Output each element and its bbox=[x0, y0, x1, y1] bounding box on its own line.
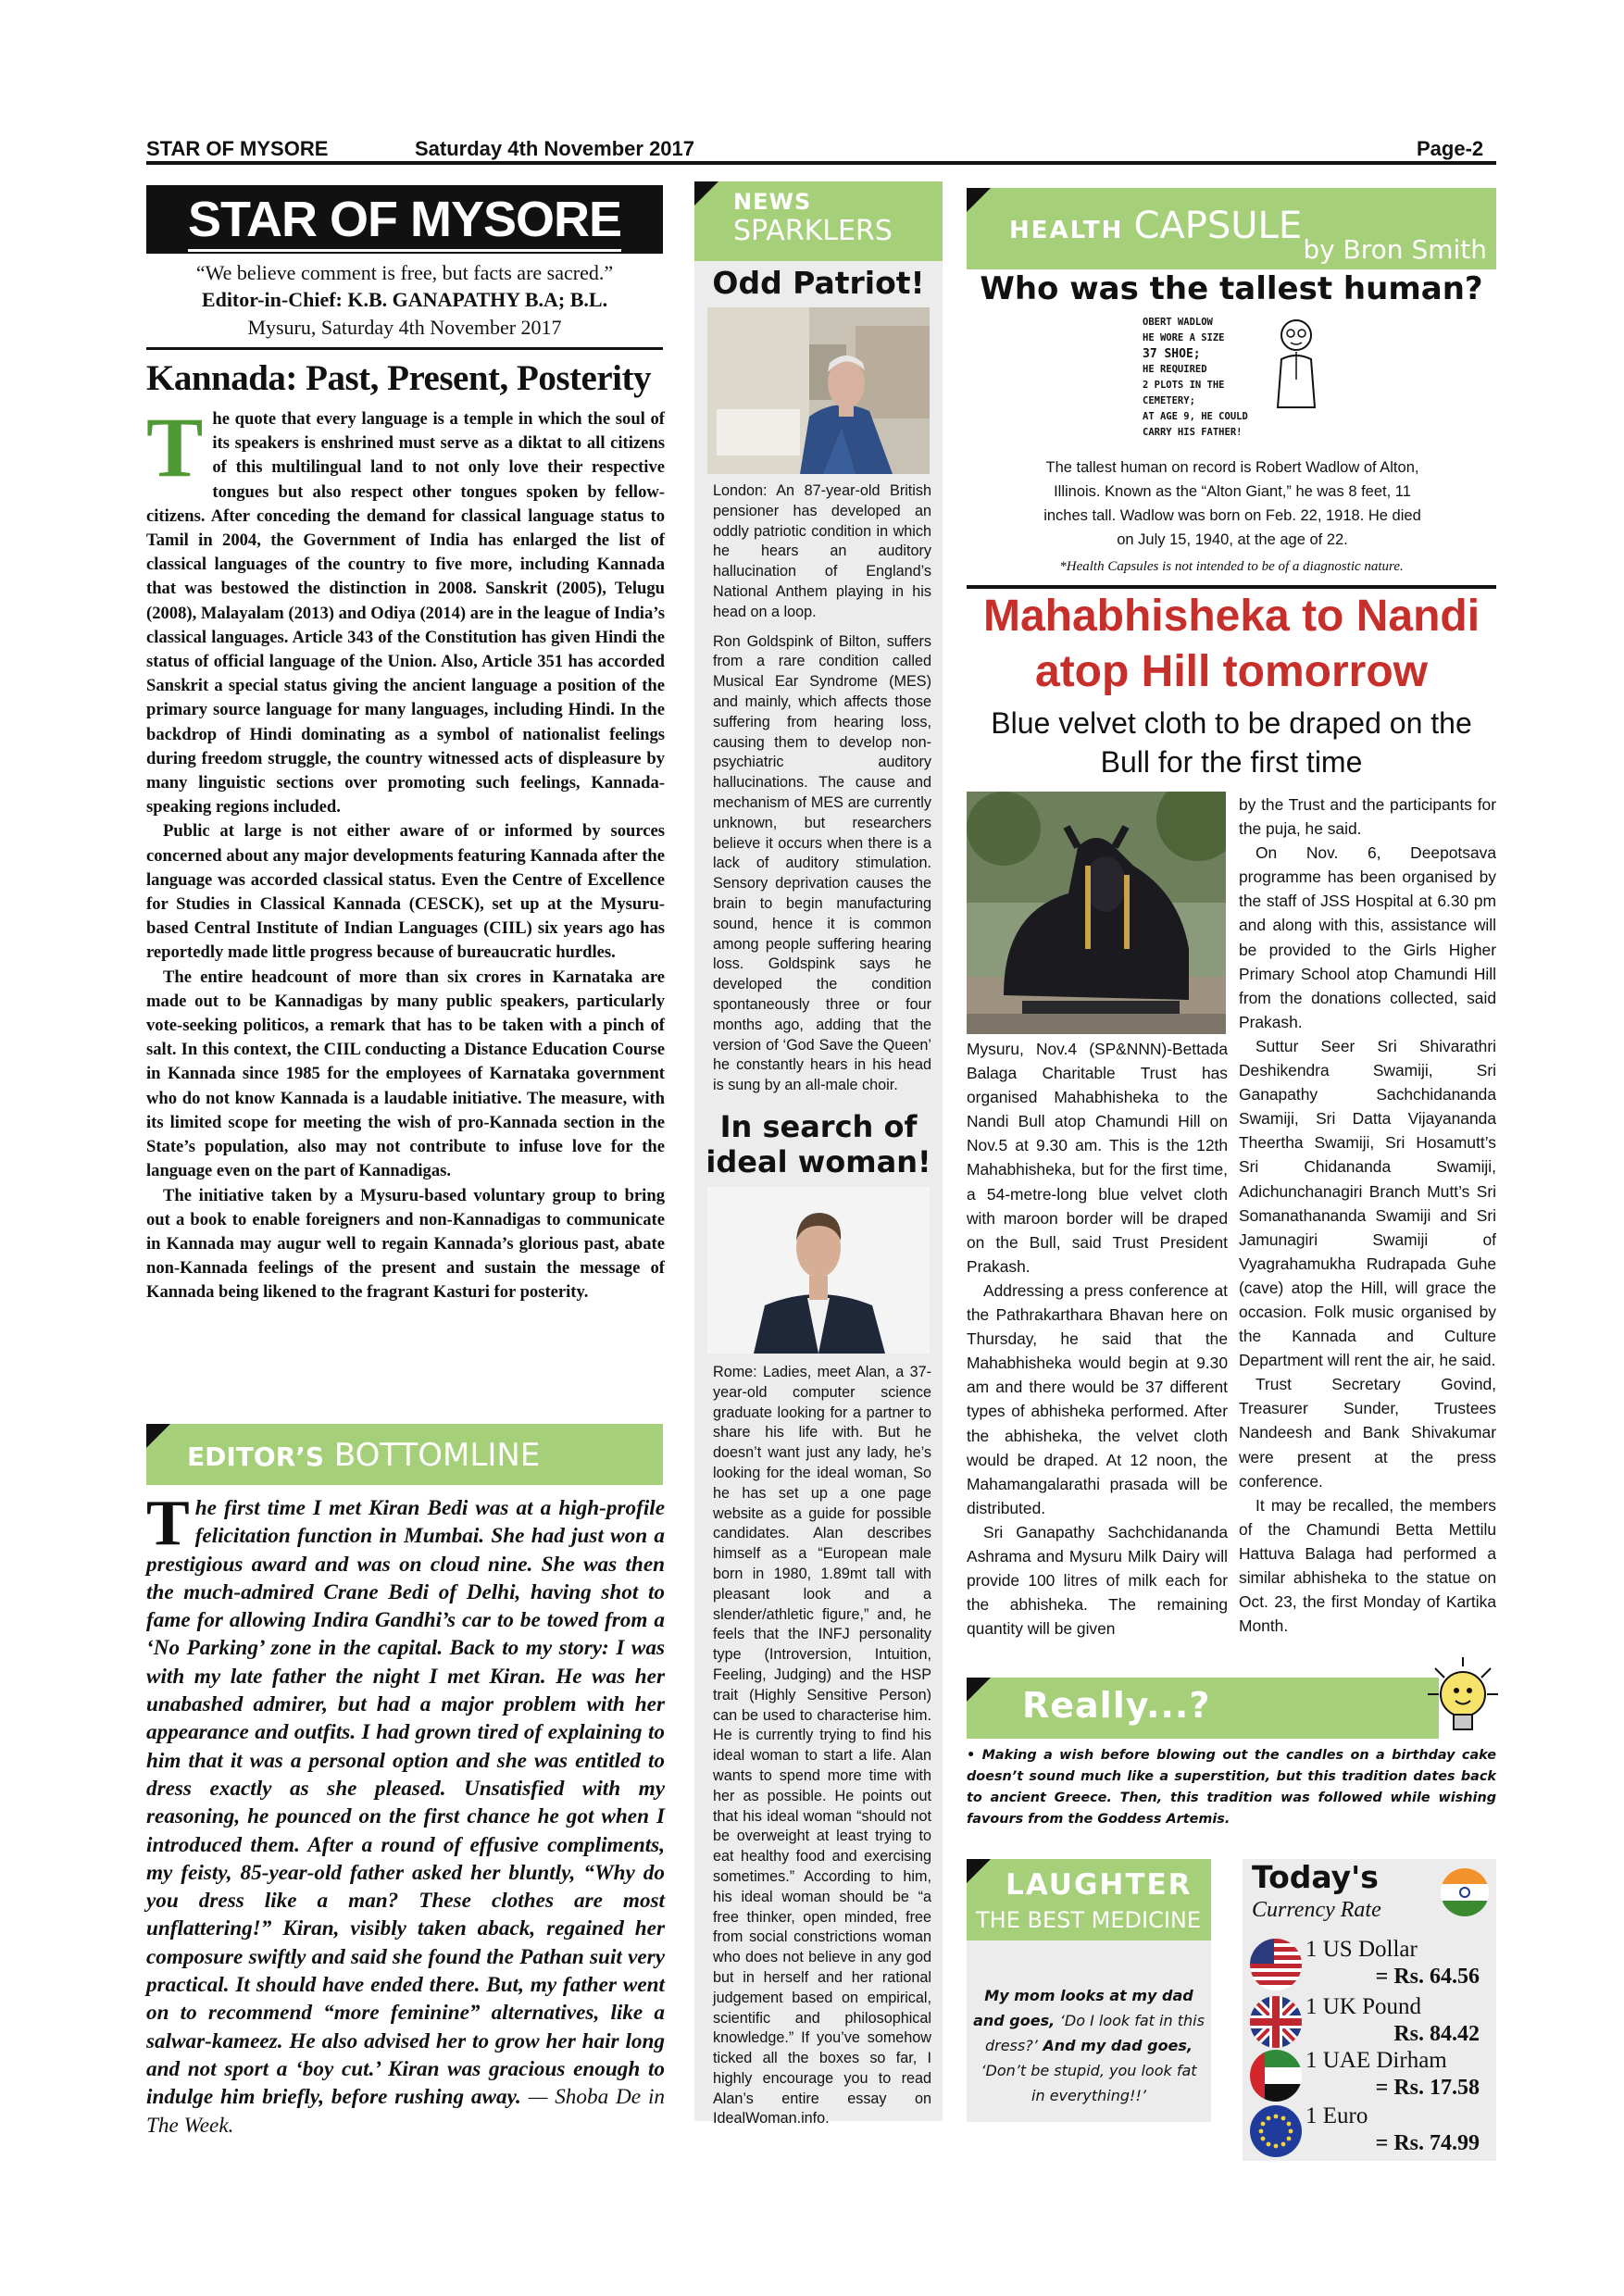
currency-name: 1 US Dollar bbox=[1305, 1937, 1418, 1962]
header-date: Saturday 4th November 2017 bbox=[415, 137, 695, 160]
story-paragraph: On Nov. 6, Deepotsava programme has been organised by the staff of JSS Hospital at 6.30 pm and along with this, assistance will be provided to the Girls Higher Primary School atop Chamundi Hill from the donations collected, said Prakash. bbox=[1239, 843, 1496, 1031]
really-text: • Making a wish before blowing out the candles on a birthday cake doesn’t sound much like a superstition, but this tradition dates back to ancient Greece. Then, this tradition was followed while wishing favours from the Goddess Artemis. bbox=[967, 1748, 1496, 1827]
health-capsule-header bbox=[967, 188, 1496, 269]
cartoon-line: CEMETERY; bbox=[1143, 395, 1195, 406]
editorial-paragraph: Public at large is not either aware of or informed by sources concerned about any major developments featuring Kannada after the language was accorded classical status. Even the Centre of Excellence for Studies in Classical Kannada (CESCK), set up at the Mysuru-based Central Institute of Indian Languages (CIIL) six years ago has reportedly made little progress because of bureaucratic hurdles. bbox=[146, 821, 665, 963]
masthead-dateline: Mysuru, Saturday 4th November 2017 bbox=[247, 316, 562, 339]
story-paragraph: Trust Secretary Govind, Treasurer Sunder, Trustees Nandeesh and Bank Shivakumar were present at the press conference. bbox=[1239, 1375, 1496, 1491]
currency-rate: = Rs. 74.99 bbox=[1375, 2131, 1480, 2155]
cartoon-line: HE REQUIRED bbox=[1143, 364, 1207, 375]
currency-name: 1 UAE Dirham bbox=[1305, 2048, 1447, 2073]
editorial-paragraph: The initiative taken by a Mysuru-based voluntary group to bring out a book to enable foreigners and non-Kannadigas to communicate in Kannada may augur well to regain Kannada’s glorious past, abate non-Kannada feelings of the present and sustain the message of Kannada being likened to the fragrant Kasturi for posterity. bbox=[146, 1185, 665, 1303]
bottomline-dropcap: T bbox=[146, 1488, 190, 1559]
masthead-editor: Editor-in-Chief: K.B. GANAPATHY B.A; B.L. bbox=[201, 288, 608, 311]
story-paragraph: Sri Ganapathy Sachchidananda Ashrama and Mysuru Milk Dairy will provide 100 litres of milk each for the abhisheka. The remaining quantity will be given bbox=[967, 1522, 1228, 1639]
ideal-woman-headline: In search of ideal woman! bbox=[706, 1109, 931, 1179]
corner-marker bbox=[967, 1678, 991, 1702]
health-text: The tallest human on record is Robert Wadlow of Alton, Illinois. Known as the “Alton Giant,” he was 8 feet, 11 inches tall. Wadlow was born on Feb. 22, 1918. He died on July 15, 1940, at the age of 22. bbox=[1043, 459, 1421, 548]
bottomline-body bbox=[146, 1488, 665, 2140]
nandi-bull-photo bbox=[967, 792, 1226, 1034]
currency-subtitle: Currency Rate bbox=[1252, 1898, 1381, 1922]
corner-marker bbox=[967, 1859, 991, 1883]
cartoon-line: HE WORE A SIZE bbox=[1143, 332, 1225, 343]
header-rule bbox=[146, 161, 1496, 165]
really-header bbox=[967, 1678, 1439, 1739]
editorial-body bbox=[146, 400, 665, 1305]
mahabhisheka-column-a bbox=[967, 1037, 1228, 1641]
cartoon-line: AT AGE 9, HE COULD bbox=[1143, 411, 1248, 422]
lightbulb-icon bbox=[1426, 1657, 1500, 1741]
story-paragraph: Ron Goldspink of Bilton, suffers from a rare condition called Musical Ear Syndrome (MES) and mainly, which affects those suffering from hearing loss, causing them to develop non-psychiatric auditory hallucinations. The cause and mechanism of MES are currently unknown, but researchers believe it occurs when there is a lack of auditory stimulation. Sensory deprivation causes the brain to begin manufacturing sound, hence it is common among people suffering hearing loss. Goldspink says he developed the condition spontaneously three or four months ago, adding that the version of ‘God Save the Queen’ he constantly hears in his head is sung by an all-male choir. bbox=[713, 632, 931, 1094]
health-label-2: CAPSULE bbox=[1133, 205, 1303, 247]
masthead-motto: “We believe comment is free, but facts are sacred.” bbox=[195, 261, 614, 284]
story-paragraph: Addressing a press conference at the Pathrakarthara Bhavan here on Thursday, he said that the Mahabhisheka would begin at 9.30 am and there would be 37 different types of abhisheka performed. After the abhisheka, the velvet cloth would be draped. At 12 noon, the Mahamangalarathi prasada will be distributed. bbox=[967, 1280, 1228, 1517]
cartoon-line: OBERT WADLOW bbox=[1143, 317, 1213, 328]
masthead-rule bbox=[146, 347, 663, 350]
us-flag-icon bbox=[1250, 1939, 1302, 1990]
wadlow-cartoon bbox=[1143, 315, 1328, 449]
joke-part: My mom looks at my dad and goes, bbox=[973, 1987, 1193, 2029]
news-label-2: SPARKLERS bbox=[733, 215, 893, 247]
joke-part: ‘Don’t be stupid, you look fat in everything!!’ bbox=[981, 2062, 1197, 2104]
cartoon-line: CARRY HIS FATHER! bbox=[1143, 427, 1243, 438]
editorial-paragraph: he quote that every language is a temple in which the soul of its speakers is enshrined must serve as a diktat to all citizens of this multilingual land to not only love their respective tongues but also respect other tongues spoken by fellow-citizens. After conceding the demand for classical language status to Tamil in 2004, the Government of India has enlarged the list of classical languages of the country to five more, including Kannada that was bestowed the distinction in 2008. Sanskrit (2005), Telugu (2008), Malayalam (2013) and Odiya (2014) are in the league of India’s classical languages. Article 343 of the Constitution has given Hindi the status of official language of the Union. Also, Article 351 has accorded Sanskrit a special status giving the ancient language a position of the primary source language for many languages, including Hindi. In the backdrop of Hindi dominating as a symbol of nationalist feelings during freedom struggle, the country witnessed acts of displeasure by many linguistic sections over promoting such feelings, Kannada-speaking regions included. bbox=[146, 409, 665, 817]
wadlow-sketch-icon bbox=[1265, 315, 1328, 417]
mahabhisheka-subheadline: Blue velvet cloth to be draped on the Bull for the first time bbox=[991, 706, 1472, 779]
header-paper-name: STAR OF MYSORE bbox=[146, 137, 329, 160]
bottomline-credit: — Shoba De in The Week. bbox=[146, 2085, 665, 2138]
currency-rate: = Rs. 17.58 bbox=[1375, 2076, 1480, 2100]
story-paragraph: Rome: Ladies, meet Alan, a 37-year-old computer science graduate looking for a partner to share his life with. But he doesn’t want just any lady, he’s looking for the ideal woman, So he has set up a one page website as a guide for possible candidates. Alan describes himself as a “European male born in 1980, 1.89mt tall with pleasant look and a slender/athletic figure,” and, he feels that the INFJ personality type (Introversion, Intuition, Feeling, Judging) and the HSP trait (Highly Sensitive Person) can be used to characterise him. He is currently trying to find his ideal woman to start a life. Alan wants to spend more time with her as possible. He points out that his ideal woman “should not be overweight at least trying to eat healthy food and exercising sometimes.” According to him, his ideal woman should be “a free thinker, open minded, free from social constrictions woman who does not believe in any god but in herself and her rational judgement based on empirical, scientific and philosophical knowledge.” If you’ve somehow ticked all the boxes so far, I highly encourage you to read Alan’s entire essay on IdealWoman.info. bbox=[713, 1364, 931, 2128]
news-label-1: NEWS bbox=[733, 189, 812, 215]
bottomline-label-bold: EDITOR’S bbox=[187, 1441, 325, 1472]
currency-rate: = Rs. 64.56 bbox=[1375, 1965, 1480, 1989]
pensioner-photo bbox=[707, 307, 930, 474]
masthead-title: STAR OF MYSORE bbox=[146, 185, 663, 254]
story-paragraph: It may be recalled, the members of the Chamundi Betta Mettilu Hattuva Balaga had performed a similar abhisheka to the statue on Oct. 23, the first Monday of Kartika Month. bbox=[1239, 1495, 1496, 1636]
eu-flag-icon bbox=[1250, 2105, 1302, 2157]
editorial-dropcap: T bbox=[146, 400, 204, 494]
corner-marker bbox=[146, 1424, 170, 1448]
currency-name: 1 UK Pound bbox=[1305, 1994, 1422, 2019]
story-paragraph: London: An 87-year-old British pensioner has developed an oddly patriotic condition in which he hears an auditory hallucination of England’s National Anthem playing in his head on a loop. bbox=[713, 482, 931, 620]
health-label-1: HEALTH bbox=[1009, 217, 1124, 244]
health-byline: by Bron Smith bbox=[1303, 234, 1487, 265]
uae-flag-icon bbox=[1250, 2050, 1302, 2102]
header-page-number: Page-2 bbox=[1417, 137, 1484, 160]
cartoon-line: 2 PLOTS IN THE bbox=[1143, 380, 1225, 391]
joke-part: ‘Do I look fat in this dress?’ bbox=[984, 2012, 1205, 2054]
corner-marker bbox=[967, 188, 991, 212]
editorial-paragraph: The entire headcount of more than six crores in Karnataka are made out to be Kannadigas by many public speakers, particularly vote-seeking politicos, a remark that has to be taken with a pinch of salt. In this context, the CIIL conducting a Distance Education Course in Kannada since 1985 for the employees of Karnataka government who do not know Kannada is a laudable initiative. The measure, with its limited scope for meeting the wish of pro-Kannada section in the State’s population, also may not contribute to infuse love for the language even on the part of Kannadigas. bbox=[146, 967, 665, 1181]
laughter-label-1: LAUGHTER bbox=[1006, 1868, 1193, 1902]
india-flag-icon bbox=[1441, 1868, 1489, 1916]
editorial-title: Kannada: Past, Present, Posterity bbox=[146, 358, 651, 398]
currency-title: Today's bbox=[1252, 1859, 1379, 1895]
laughter-header bbox=[967, 1859, 1211, 1940]
mahabhisheka-headline: Mahabhisheka to Nandi atop Hill tomorrow bbox=[982, 592, 1480, 696]
joke-part: And my dad goes, bbox=[1037, 2037, 1193, 2054]
corner-marker bbox=[694, 181, 718, 206]
currency-name: 1 Euro bbox=[1305, 2103, 1368, 2128]
laughter-joke bbox=[972, 1983, 1206, 2108]
alan-photo bbox=[707, 1187, 930, 1354]
odd-patriot-story bbox=[713, 481, 931, 1105]
bottomline-label: BOTTOMLINE bbox=[324, 1437, 541, 1474]
uk-flag-icon bbox=[1250, 1996, 1302, 2048]
bottomline-header bbox=[146, 1424, 663, 1485]
ideal-woman-story bbox=[713, 1363, 931, 2139]
currency-rate: Rs. 84.42 bbox=[1393, 2022, 1480, 2046]
cartoon-line: 37 SHOE; bbox=[1143, 347, 1201, 361]
laughter-label-2: THE BEST MEDICINE bbox=[976, 1907, 1202, 1933]
mahabhisheka-column-b bbox=[1239, 792, 1496, 1638]
story-paragraph: Suttur Seer Sri Shivarathri Deshikendra Swamiji, Sri Ganapathy Sachchidananda Swamiji, Sri Datta Vijayananda Theertha Swamiji, Sri Hosamutt’s Sri Chidananda Swamiji, Adichunchanagiri Branch Mutt’s Sri Somanathananda Swamiji and Sri Jamunagiri Swamiji of Vyagrahamukha Rudrapada Guhe (cave) atop the Hill, will grace the occasion. Folk music organised by the Kannada and Culture Department will rent the air, he said. bbox=[1239, 1036, 1496, 1370]
bottomline-text: he first time I met Kiran Bedi was at a high-profile felicitation function in Mumbai. She had just won a prestigious award and was on cloud nine. She was then the much-admired Crane Bedi of Delhi, having shot to fame for allowing Indira Gandhi’s car to be towed from a ‘No Parking’ zone in the capital. Back to my story: I was with my late father the night I met Kiran. He was her unabashed admirer, but had a major problem with her appearance and outfits. I had grown tired of explaining to him that it was a personal option and she was entitled to dress exactly as she pleased. Unsatisfied with my reasoning, he pounced on the first chance he got when I introduced them. After a round of effusive compliments, my feisty, 85-year-old father asked her bluntly, “Why do you dress like a man? These clothes are most unflattering!” Kiran, visibly taken aback, regained her composure swiftly and said she found the Pathan suit very practical. It should have ended there. But, my father went on to recommend “more feminine” alternatives, like a salwar-kameez. He also advised her to grow her hair long and not sport a ‘boy cut.’ Kiran was gracious enough to indulge him briefly, before rushing away. bbox=[146, 1496, 665, 2110]
health-question: Who was the tallest human? bbox=[980, 270, 1483, 307]
really-label: Really...? bbox=[1022, 1685, 1211, 1726]
news-sparklers-header bbox=[694, 181, 943, 261]
story-paragraph: by the Trust and the participants for the puja, he said. bbox=[1239, 795, 1496, 839]
odd-patriot-headline: Odd Patriot! bbox=[712, 265, 925, 301]
health-disclaimer: *Health Capsules is not intended to be of a diagnostic nature. bbox=[1059, 559, 1404, 574]
story-paragraph: Mysuru, Nov.4 (SP&NNN)-Bettada Balaga Charitable Trust has organised Mahabhisheka to the Nandi Bull atop Chamundi Hill on Nov.5 at 9.30 am. This is the 12th Mahabhisheka, but for the first time, a 54-metre-long blue velvet cloth with maroon border will be draped on the Bull, said Trust President Prakash. bbox=[967, 1040, 1228, 1276]
